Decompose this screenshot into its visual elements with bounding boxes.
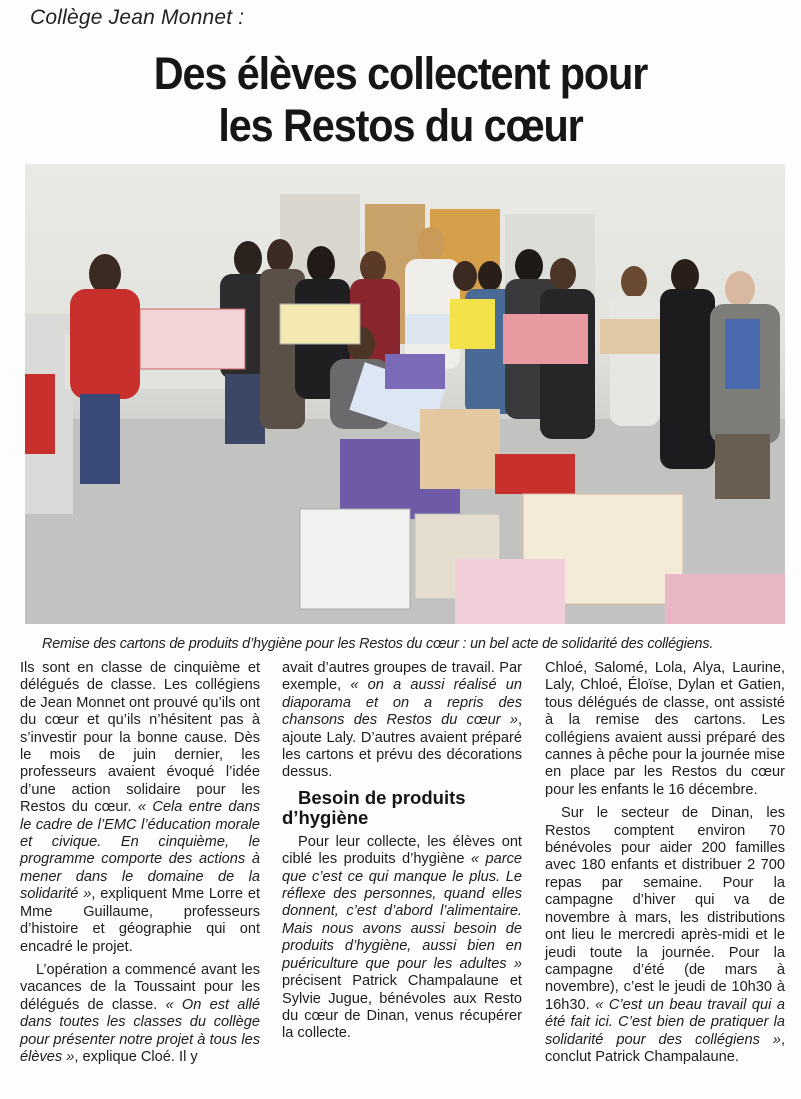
paragraph <box>545 660 785 799</box>
paragraph <box>282 660 522 782</box>
group-photo <box>25 164 785 624</box>
section-subheading: Besoin de produits d’hygiène <box>282 786 466 828</box>
paragraph <box>20 962 260 1066</box>
article-column-2 <box>282 660 522 1043</box>
article-column-3 <box>545 660 785 1066</box>
article-column-1 <box>20 660 260 1066</box>
body-text: Sur le secteur de Dinan, les Restos comptent environ 70 bénévoles pour aider 200 familles avec 180 enfants et distribuer 2 700 repas par semaine. Pour la campagne d’hiver qui va de novembre à mars, les distributions ont lieu le mercredi après-midi et le jeudi toute la journée. Pour la campagne d’été (de mars à novembre), c’est le jeudi de 10h30 à 16h30. <box>545 805 785 1013</box>
photo-caption: Remise des cartons de produits d’hygiène pour les Restos du cœur : un bel acte de solidarité des collégiens. <box>42 636 714 652</box>
article-headline <box>32 48 769 152</box>
paragraph <box>282 834 522 1043</box>
body-text: Chloé, Salomé, Lola, Alya, Laurine, Laly, Chloé, Éloïse, Dylan et Gatien, tous délégués de classe, ont assisté à la remise des cartons. Les collégiens avaient aussi préparé des cannes à pêche pour la journée mise en place par les Restos du cœur pour les enfants le 16 décembre. <box>545 660 785 798</box>
body-text: Ils sont en classe de cinquième et délégués de classe. Les collégiens de Jean Monnet ont prouvé qu’ils ont du cœur et qu’ils n’hésitent pas à s’investir pour la bonne cause. Dès le mois de juin dernier, les professeurs avaient évoqué l’idée d’une action solidaire pour les Restos du cœur. <box>20 660 260 816</box>
body-text: , explique Cloé. Il y <box>74 1048 198 1065</box>
headline-line-2: les Restos du cœur <box>218 100 583 151</box>
body-text: L’opération a commencé avant les vacances de la Toussaint pour les délégués de classe. <box>20 961 260 1013</box>
body-text: avait d’autres groupes de travail. Par exemple, <box>282 660 522 694</box>
body-text: , ajoute Laly. D’autres avaient préparé les cartons et prévu des décorations dessus. <box>282 712 522 781</box>
quote-text: « on a aussi réalisé un diaporama et on a repris des chansons des Restos du cœur » <box>282 677 522 729</box>
body-text: , conclut Patrick Champalaune. <box>545 1031 785 1065</box>
quote-text: « C’est un beau travail qui a été fait ici. C’est bien de pratiquer la solidarité pour des collégiens » <box>545 996 785 1048</box>
body-text: Pour leur collecte, les élèves ont ciblé les produits d’hygiène <box>282 833 522 868</box>
paragraph <box>545 805 785 1066</box>
group-photo-image <box>25 164 785 624</box>
quote-text: « parce que c’est ce qui manque le plus. Le réflexe des personnes, quand elles donnent, c’est d’abord l’alimentaire. Mais nous avons aussi besoin de produits d’hygiène, aussi bien en puériculture que pour les adultes » <box>282 851 522 972</box>
headline-line-1: Des élèves collectent pour <box>153 48 648 99</box>
section-kicker: Collège Jean Monnet : <box>30 6 245 29</box>
body-text: , expliquent Mme Lorre et Mme Guillaume, professeurs d’histoire et géographie qui ont encadré le projet. <box>20 886 261 955</box>
quote-text: « On est allé dans toutes les classes du collège pour présenter notre projet à tous les élèves » <box>20 996 260 1065</box>
paragraph <box>20 660 260 956</box>
quote-text: « Cela entre dans le cadre de l’EMC l’éducation morale et civique. En cinquième, le programme comporte des actions à mener dans le domaine de la solidarité » <box>20 799 260 903</box>
body-text: précisent Patrick Champalaune et Sylvie Jugue, bénévoles aux Resto du cœur de Dinan, venus récupérer la collecte. <box>282 973 522 1042</box>
